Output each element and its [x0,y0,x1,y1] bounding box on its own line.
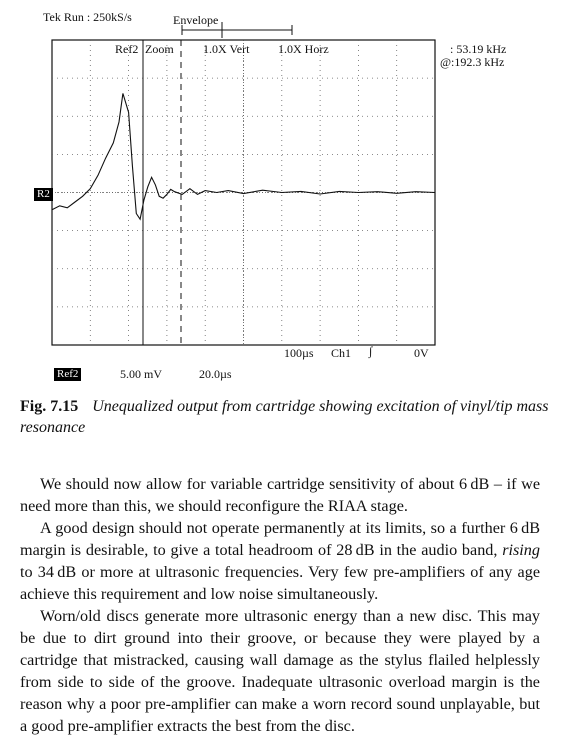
paragraph-2 [20,517,540,605]
figure-label: Fig. 7.15 [20,398,79,415]
body-text [20,473,540,737]
trigger-symbol: ∫ [369,344,373,358]
zoom-label: Zoom [145,42,174,56]
paragraph-2-part-a: A good design should not operate permanently at its limits, so a further 6 dB margin is desirable, to give a total headroom of 28 dB in the audio band, [20,519,540,559]
trigger-level: 0V [414,346,429,360]
timebase-label: 100µs [284,346,314,360]
ref-badge: Ref2 [54,368,81,381]
figure-caption-text: Unequalized output from cartridge showing excitation of vinyl/tip mass resonance [20,398,549,436]
scope-run-status: Tek Run : 250kS/s [43,10,132,24]
paragraph-3: Worn/old discs generate more ultrasonic energy than a new disc. This may be due to dirt ground into their groove, or because they were played by a cartridge that mistracked, causing wall damage as the stylus flailed helplessly from side to side of the groove. Inadequate ultrasonic overload margin is the reason why a poor pre-amplifier can make a worn record sound unplayable, but a good pre-amplifier extracts the best from the disc. [20,607,540,735]
envelope-label: Envelope [173,13,219,27]
frequency-cursor-readout: @:192.3 kHz [440,55,505,69]
vert-scale-label: 1.0X Vert [203,42,250,56]
figure-caption [20,396,550,438]
frequency-readout: : 53.19 kHz [450,42,507,56]
paragraph-1: We should now allow for variable cartridge sensitivity of about 6 dB – if we need more than this, we should reconfigure the RIAA stage. [20,475,540,515]
paragraph-2-part-c: to 34 dB or more at ultrasonic frequencies. Very few pre-amplifiers of any age achieve this requirement and low noise simultaneously. [20,563,540,603]
volts-per-div: 5.00 mV [120,367,162,381]
r2-marker: R2 [34,188,53,201]
scope-grid [52,40,435,345]
horz-scale-label: 1.0X Horz [278,42,329,56]
channel-label: Ch1 [331,346,352,360]
time-per-div: 20.0µs [199,367,232,381]
paragraph-2-emphasis: rising [502,541,540,559]
ref-label: Ref2 [115,42,139,56]
